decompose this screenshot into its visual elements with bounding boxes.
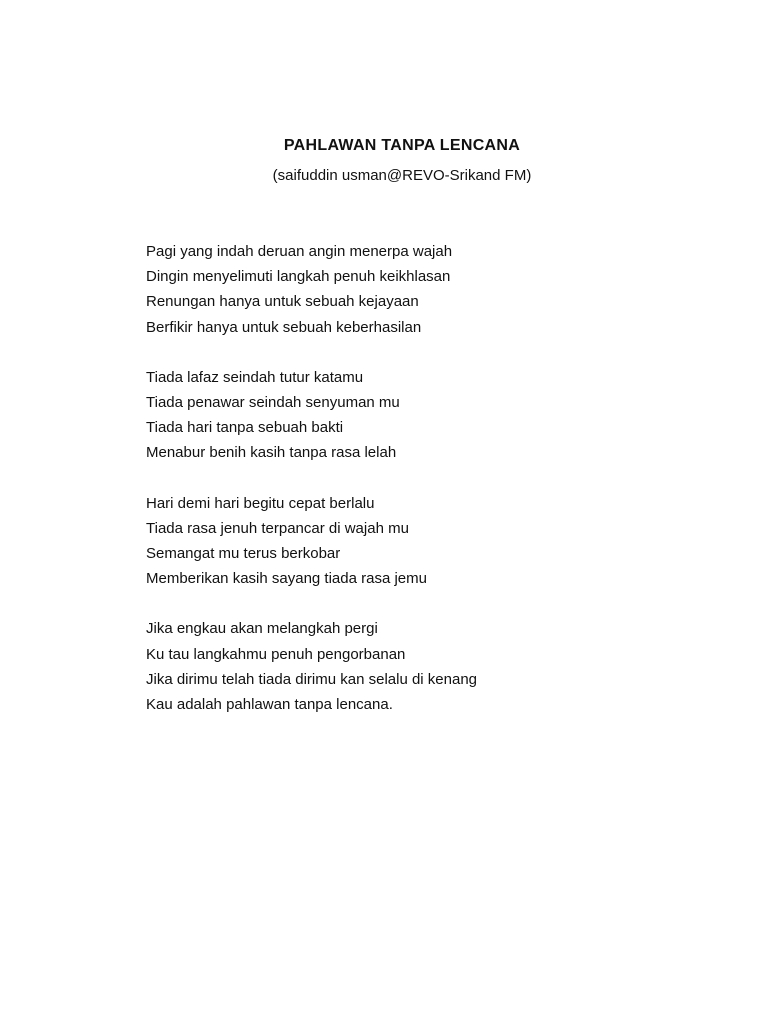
stanza xyxy=(146,616,706,717)
poem-line: Berfikir hanya untuk sebuah keberhasilan xyxy=(146,318,422,336)
poem-line: Ku tau langkahmu penuh pengorbanan xyxy=(146,645,406,663)
poem-line: Memberikan kasih sayang tiada rasa jemu xyxy=(146,570,427,588)
poem-line: Jika dirimu telah tiada dirimu kan selalu di kenang xyxy=(146,670,478,688)
poem-line: Menabur benih kasih tanpa rasa lelah xyxy=(146,444,397,462)
stanza xyxy=(146,365,706,466)
stanza xyxy=(146,491,706,592)
poem-line: Jika engkau akan melangkah pergi xyxy=(146,620,378,638)
poem-line: Semangat mu terus berkobar xyxy=(146,545,341,563)
poem-line: Kau adalah pahlawan tanpa lencana. xyxy=(146,696,393,714)
poem-line: Pagi yang indah deruan angin menerpa wajah xyxy=(146,243,453,260)
poem-line: Tiada penawar seindah senyuman mu xyxy=(146,394,400,412)
poem-line: Dingin menyelimuti langkah penuh keikhlasan xyxy=(146,268,451,286)
poem-title: PAHLAWAN TANPA LENCANA xyxy=(283,137,521,154)
poem-author: (saifuddin usman@REVO-Srikand FM) xyxy=(272,167,532,184)
poem-line: Tiada lafaz seindah tutur katamu xyxy=(146,368,364,386)
poem-line: Hari demi hari begitu cepat berlalu xyxy=(146,494,375,512)
poem-body xyxy=(146,239,706,742)
poem-line: Tiada hari tanpa sebuah bakti xyxy=(146,419,344,437)
stanza xyxy=(146,239,706,340)
poem-line: Renungan hanya untuk sebuah kejayaan xyxy=(146,293,419,311)
poem-line: Tiada rasa jenuh terpancar di wajah mu xyxy=(146,519,409,537)
